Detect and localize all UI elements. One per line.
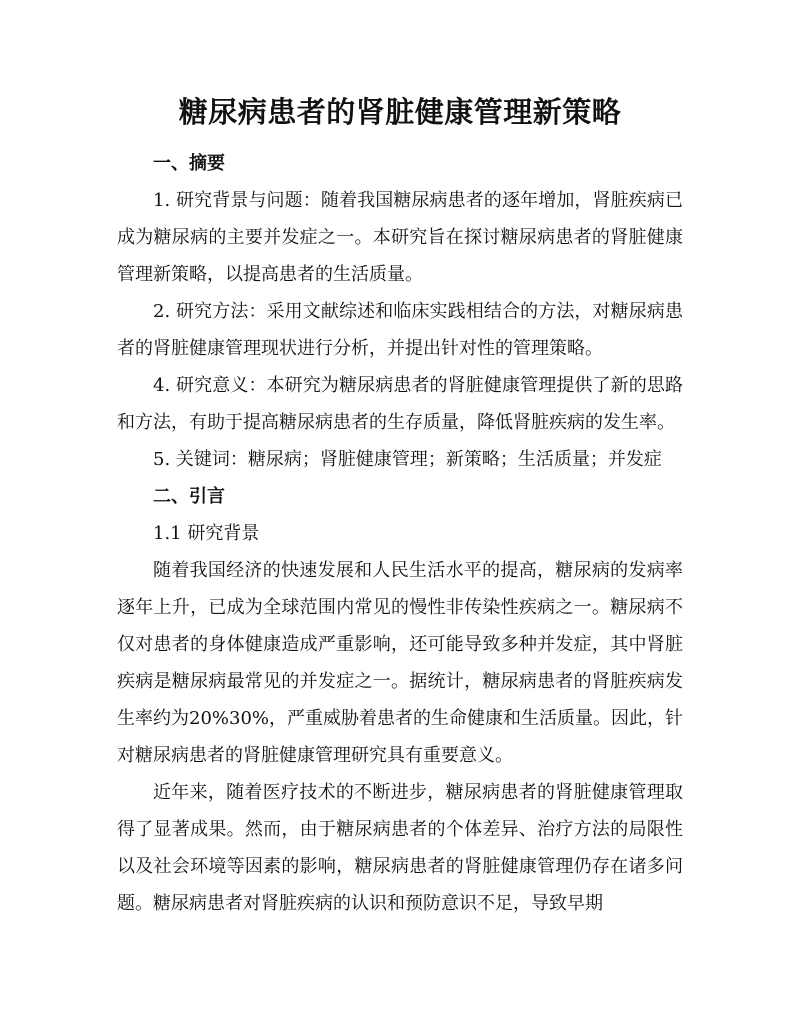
introduction-heading: 二、引言: [153, 486, 225, 507]
document-body: [117, 145, 683, 922]
abstract-heading: 一、摘要: [153, 153, 225, 174]
subsection-heading-background: 1.1 研究背景: [153, 523, 260, 544]
document-title: 糖尿病患者的肾脏健康管理新策略: [178, 95, 622, 129]
introduction-paragraph-2: 近年来，随着医疗技术的不断进步，糖尿病患者的肾脏健康管理取得了显著成果。然而，由于糖尿病患者的个体差异、治疗方法的局限性以及社会环境等因素的影响，糖尿病患者的肾脏健康管理仍存在诸多问题。糖尿病患者对肾脏疾病的认识和预防意识不足，导致早期: [117, 782, 683, 914]
introduction-paragraph-1: 随着我国经济的快速发展和人民生活水平的提高，糖尿病的发病率逐年上升，已成为全球范围内常见的慢性非传染性疾病之一。糖尿病不仅对患者的身体健康造成严重影响，还可能导致多种并发症，其中肾脏疾病是糖尿病最常见的并发症之一。据统计，糖尿病患者的肾脏疾病发生率约为20%30%，严重威胁着患者的生命健康和生活质量。因此，针对糖尿病患者的肾脏健康管理研究具有重要意义。: [117, 560, 684, 766]
abstract-paragraph-background: 1. 研究背景与问题：随着我国糖尿病患者的逐年增加，肾脏疾病已成为糖尿病的主要并发症之一。本研究旨在探讨糖尿病患者的肾脏健康管理新策略，以提高患者的生活质量。: [117, 190, 683, 285]
abstract-keywords: 5. 关键词：糖尿病；肾脏健康管理；新策略；生活质量；并发症: [153, 449, 662, 470]
abstract-paragraph-methods: 2. 研究方法：采用文献综述和临床实践相结合的方法，对糖尿病患者的肾脏健康管理现状进行分析，并提出针对性的管理策略。: [117, 301, 683, 359]
abstract-paragraph-significance: 4. 研究意义：本研究为糖尿病患者的肾脏健康管理提供了新的思路和方法，有助于提高糖尿病患者的生存质量，降低肾脏疾病的发生率。: [117, 375, 683, 433]
